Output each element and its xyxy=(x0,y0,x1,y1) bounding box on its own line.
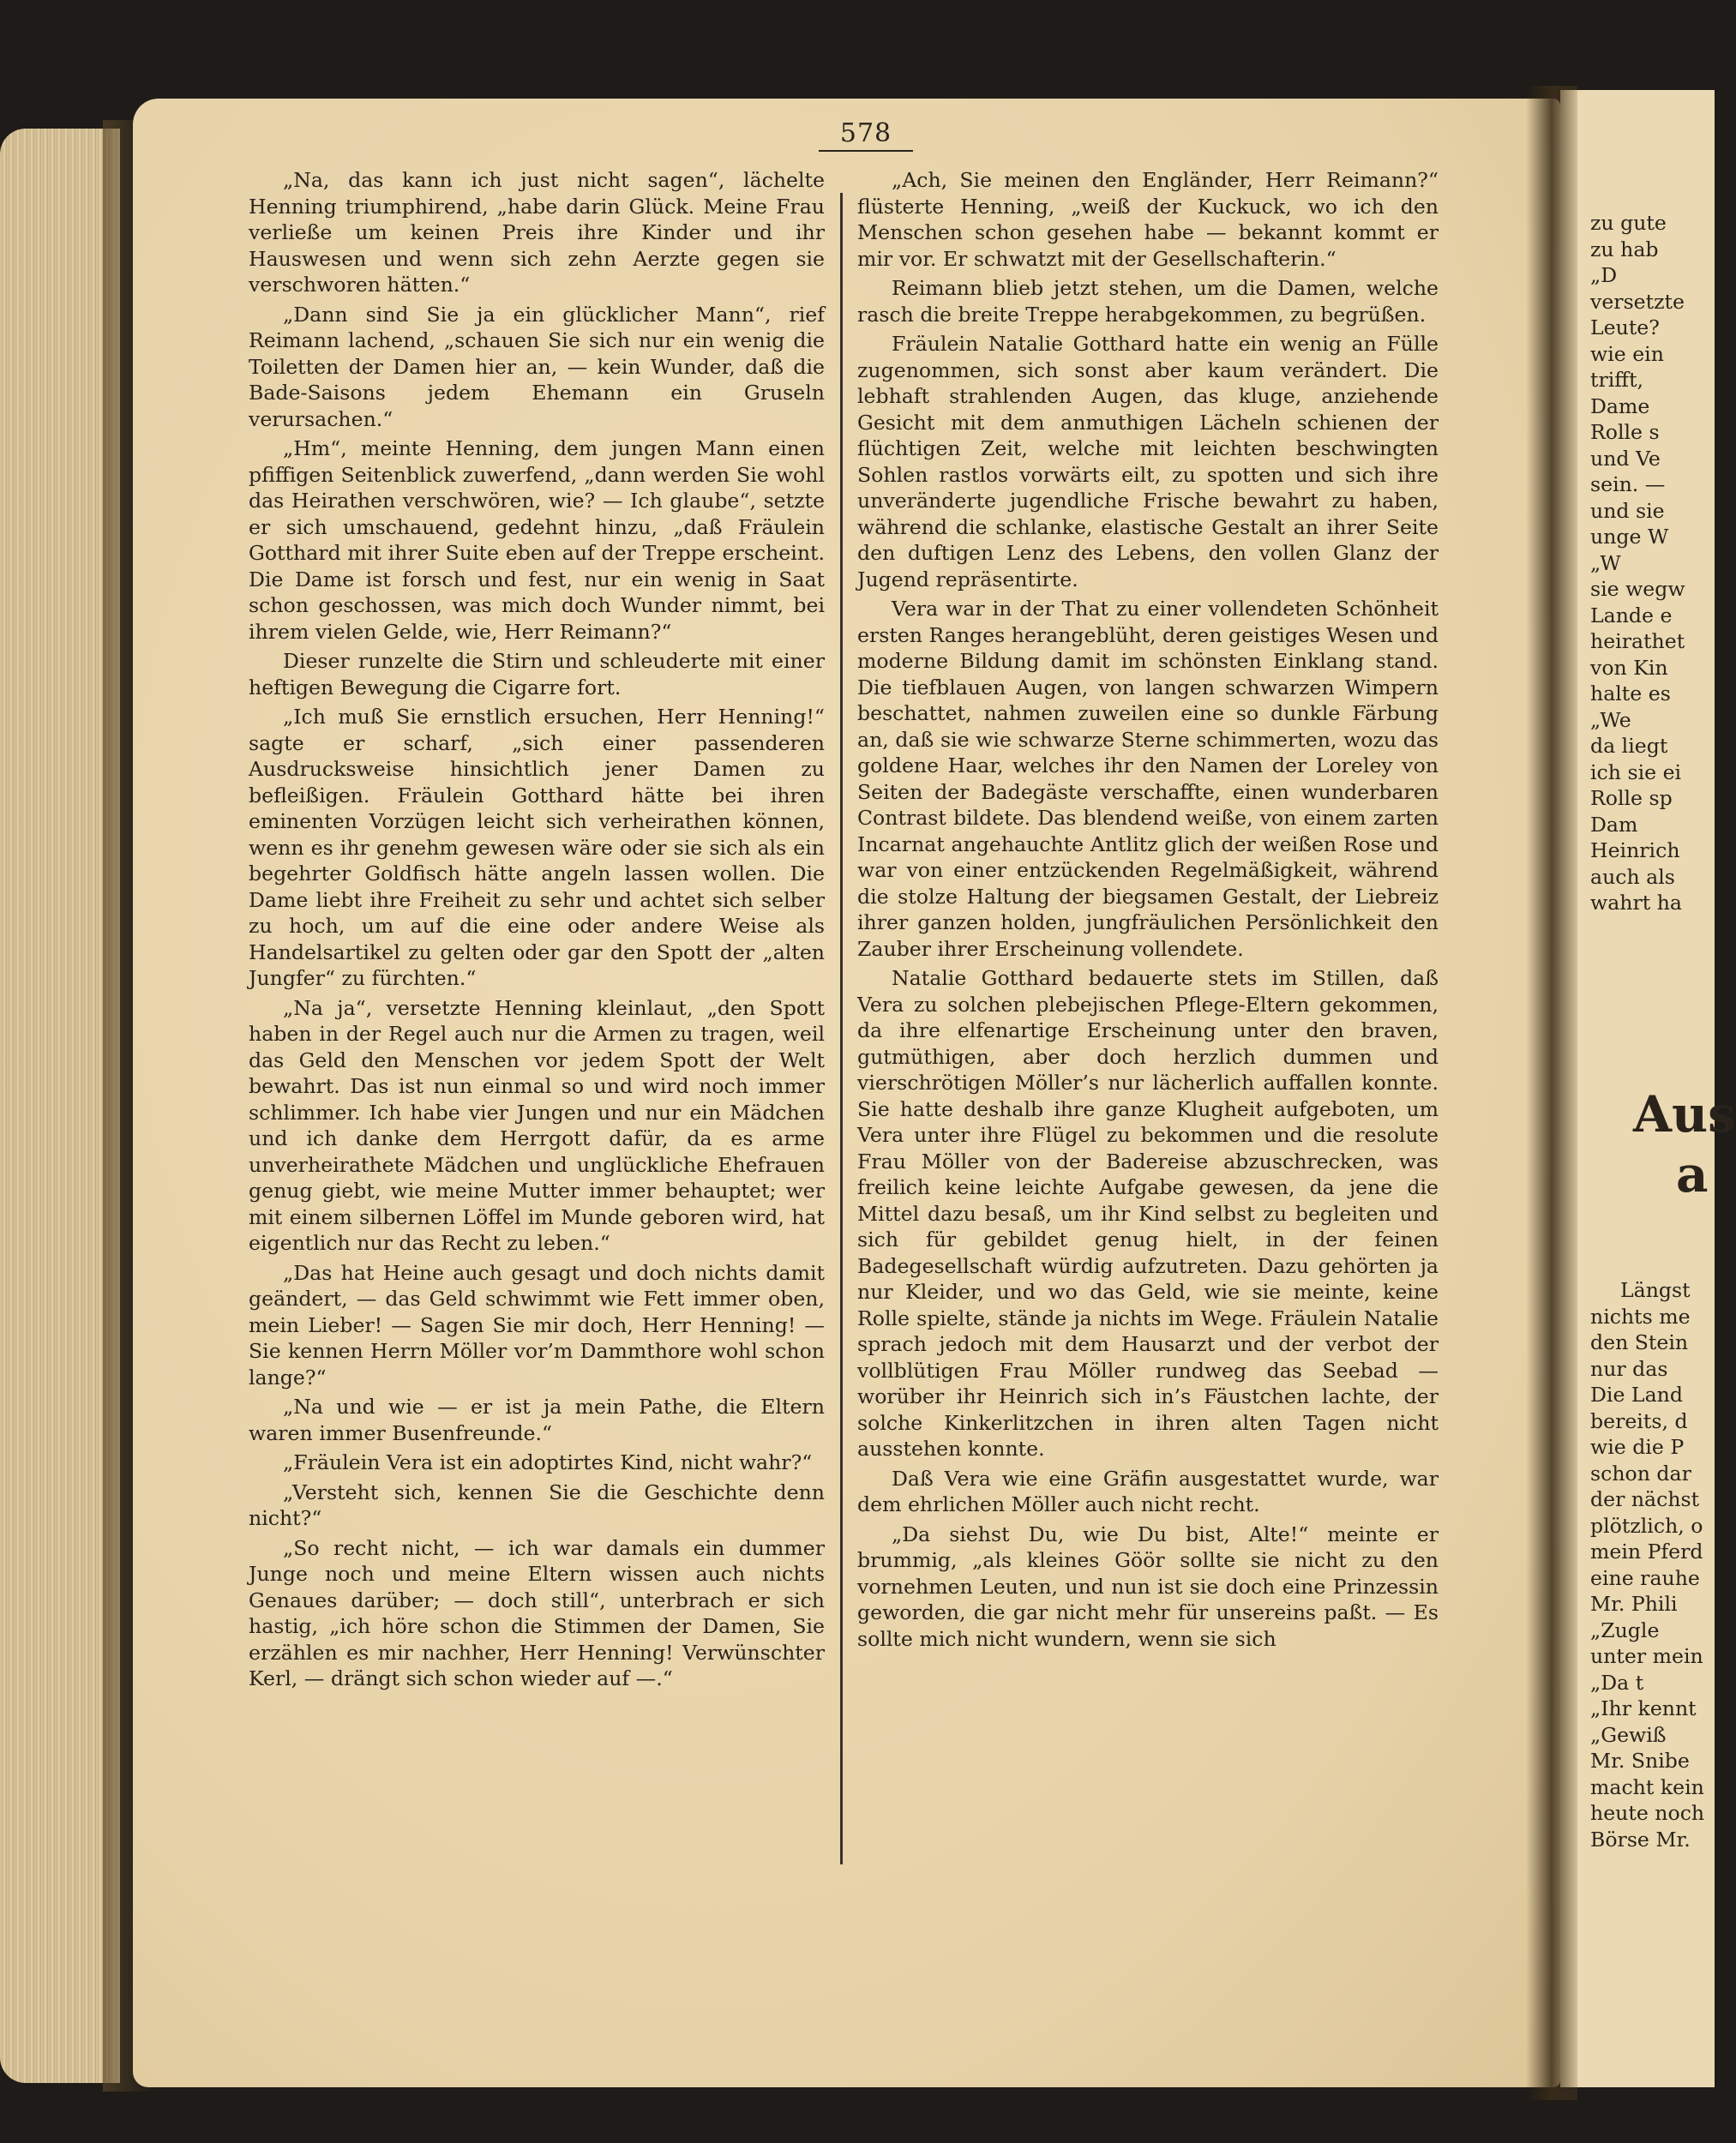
next-page-line: sie wegw xyxy=(1590,577,1685,601)
next-page-line: „W xyxy=(1590,550,1621,575)
next-page-line: nur das xyxy=(1590,1356,1668,1381)
next-page-line: Dam xyxy=(1590,812,1638,837)
next-page-line: auch als xyxy=(1590,864,1675,889)
column-divider xyxy=(840,193,843,1864)
paragraph: „Na und wie — er ist ja mein Pathe, die Eltern waren immer Busenfreunde.“ xyxy=(249,1395,825,1445)
next-page-line: wie ein xyxy=(1590,341,1664,366)
paragraph: Daß Vera wie eine Gräfin ausgestattet wurde, war dem ehrlichen Möller auch nicht recht. xyxy=(857,1466,1439,1516)
paragraph: „Na ja“, versetzte Henning kleinlaut, „den Spott haben in der Regel auch nur die Armen zu tragen, weil das Geld den Menschen vor jedem Spott der Welt bewahrt. Das ist nun einmal so und wird noch immer schlimmer. Ich habe vier Jungen und nur ein Mädchen und ich danke dem Herrgott dafür, da es arme unverheirathete Mädchen und unglückliche Ehefrauen genug giebt, wie meine Mutter immer behauptet; wer mit einem silbernen Löffel im Munde geboren wird, hat eigentlich nur das Recht zu leben.“ xyxy=(249,995,825,1255)
paragraph: Fräulein Natalie Gotthard hatte ein wenig an Fülle zugenommen, sich sonst aber kaum verändert. Die lebhaft strahlenden Augen, das kluge, anziehende Gesicht mit dem anmuthigen Lächeln schienen der flüchtigen Zeit, welche mit leichten beschwingten Sohlen rastlos vorwärts eilt, zu spotten und sich ihre unveränderte jugendliche Frische bewahrt zu haben, während die schlanke, elastische Gestalt an ihrer Seite den duftigen Lenz des Lebens, den vollen Glanz der Jugend repräsentirte. xyxy=(857,332,1439,591)
paragraph: Dieser runzelte die Stirn und schleuderte mit einer heftigen Bewegung die Cigarre fort. xyxy=(249,649,825,699)
next-page-line: und Ve xyxy=(1590,446,1661,471)
next-page-line: „D xyxy=(1590,263,1618,287)
next-page-line: Mr. Snibe xyxy=(1590,1749,1690,1773)
paragraph: „Na, das kann ich just nicht sagen“, lächelte Henning triumphirend, „habe darin Glück. Meine Frau verließe um keinen Preis ihre Kinder und ihr Hauswesen und wenn sich zehn Aerzte gegen sie verschworen hätten.“ xyxy=(249,168,825,297)
next-page-line: heirathet xyxy=(1590,629,1685,653)
next-page-line: Die Land xyxy=(1590,1383,1683,1407)
next-page-text-top xyxy=(1590,210,1719,916)
next-page-line: plötzlich, o xyxy=(1590,1513,1703,1538)
paragraph: „Da siehst Du, wie Du bist, Alte!“ meinte er brummig, „als kleines Göör sollte sie nicht zu den vornehmen Leuten, und nun ist sie doch eine Prinzessin geworden, die gar nicht mehr für unsereins paßt. — Es sollte mich nicht wundern, wenn sie sich xyxy=(857,1522,1439,1651)
paragraph: „Dann sind Sie ja ein glücklicher Mann“, rief Reimann lachend, „schauen Sie sich nur ein wenig die Toiletten der Damen hier an, — kein Wunder, daß die Bade-Saisons jedem Ehemann ein Gruseln verursachen.“ xyxy=(249,302,825,431)
paragraph: „Ich muß Sie ernstlich ersuchen, Herr Henning!“ sagte er scharf, „sich einer passenderen Ausdrucksweise hinsichtlich jener Damen zu befleißigen. Fräulein Gotthard hätte bei ihren eminenten Vorzügen leicht sich verheirathen können, wenn es ihr genehm gewesen wäre oder sie sich als ein begehrter Goldfisch hätte angeln lassen wollen. Die Dame liebt ihre Freiheit zu sehr und achtet sich selber zu hoch, um auf die eine oder andere Weise als Handelsartikel zu gelten oder gar den Spott der „alten Jungfer“ zu fürchten.“ xyxy=(249,705,825,990)
right-text-column xyxy=(857,167,1439,1655)
paragraph: „Fräulein Vera ist ein adoptirtes Kind, nicht wahr?“ xyxy=(283,1450,813,1474)
next-page-line: ich sie ei xyxy=(1590,759,1682,784)
next-page-line: und sie xyxy=(1590,498,1665,523)
paragraph: „Ach, Sie meinen den Engländer, Herr Reimann?“ flüsterte Henning, „weiß der Kuckuck, wo ich den Menschen schon gesehen habe — bekannt kommt er mir vor. Er schwatzt mit der Gesellschafterin.“ xyxy=(857,168,1439,271)
next-page-line: Lande e xyxy=(1590,603,1673,627)
book-gutter xyxy=(1526,86,1577,2100)
book-page-edges xyxy=(0,129,120,2083)
next-page-line: Rolle sp xyxy=(1590,786,1673,810)
next-page-line: zu gute xyxy=(1590,211,1667,235)
next-page-line: trifft, xyxy=(1590,368,1644,392)
next-page-line: eine rauhe xyxy=(1590,1565,1700,1590)
next-page-line: wie die P xyxy=(1590,1435,1685,1459)
page-number: 578 xyxy=(819,118,913,152)
next-page-line: zu hab xyxy=(1590,237,1659,261)
next-page-line: wahrt ha xyxy=(1590,891,1682,915)
next-page-line: „Zugle xyxy=(1590,1618,1660,1642)
next-page-line: halte es xyxy=(1590,681,1671,705)
paragraph: Reimann blieb jetzt stehen, um die Damen, welche rasch die breite Treppe herabgekommen, zu begrüßen. xyxy=(857,276,1439,327)
next-page-line: der nächst xyxy=(1590,1487,1700,1511)
next-page-line: „Ihr kennt xyxy=(1590,1696,1697,1720)
next-page-line: „Da t xyxy=(1590,1670,1644,1695)
next-page-line: Längst xyxy=(1620,1278,1691,1302)
paragraph: Vera war in der That zu einer vollendeten Schönheit ersten Ranges herangeblüht, deren geistiges Wesen und moderne Bildung damit im schönsten Einklang stand. Die tiefblauen Augen, von langen schwarzen Wimpern beschattet, nahmen zuweilen eine so dunkle Färbung an, daß sie wie schwarze Sterne schimmerten, wozu das goldene Haar, welches ihr den Namen der Loreley von Seiten der Badegäste verschaffte, einen wunderbaren Contrast bildete. Das blendend weiße, von einem zarten Incarnat angehauchte Antlitz glich der weißen Rose und war von einer entzückenden Regelmäßigkeit, während die stolze Haltung der biegsamen Gestalt, der Liebreiz ihrer ganzen holden, jungfräulichen Persönlichkeit den Zauber ihrer Erscheinung vollendete. xyxy=(857,597,1439,961)
left-text-column xyxy=(249,167,825,1696)
next-page-heading-line: Aus xyxy=(1633,1085,1736,1144)
paragraph: „Hm“, meinte Henning, dem jungen Mann einen pfiffigen Seitenblick zuwerfend, „dann werden Sie wohl das Heirathen verschwören, wie? — Ich glaube“, setzte er sich umschauend, gedehnt hinzu, „daß Fräulein Gotthard mit ihrer Suite eben auf der Treppe erscheint. Die Dame ist forsch und fest, nur ein wenig in Saat schon geschossen, was mich doch Wunder nimmt, bei ihrem vielen Gelde, wie, Herr Reimann?“ xyxy=(249,436,825,644)
next-page-line: „Gewiß xyxy=(1590,1722,1667,1747)
next-page-line: macht kein xyxy=(1590,1774,1704,1799)
next-page-line: schon dar xyxy=(1590,1461,1691,1486)
next-page-heading xyxy=(1633,1084,1736,1204)
next-page-line: unter mein xyxy=(1590,1644,1703,1668)
next-page-line: „We xyxy=(1590,707,1631,732)
paragraph: „So recht nicht, — ich war damals ein dummer Junge noch und meine Eltern wissen auch nichts Genaues darüber; — doch still“, unterbrach er sich hastig, „ich höre schon die Stimmen der Damen, Sie erzählen es mir nachher, Herr Henning! Verwünschter Kerl, — drängt sich schon wieder auf —.“ xyxy=(249,1535,825,1690)
next-page-line: unge W xyxy=(1590,525,1669,549)
paragraph: Natalie Gotthard bedauerte stets im Stillen, daß Vera zu solchen plebejischen Pflege-Eltern gekommen, da ihre elfenartige Erscheinung unter den braven, gutmüthigen, aber doch herzlich dummen und vierschrötigen Möller’s nur lächerlich auffallen konnte. Sie hatte deshalb ihre ganze Klugheit aufgeboten, um Vera unter ihre Flügel zu bekommen und die resolute Frau Möller von der Badereise abzuschrecken, was freilich keine leichte Aufgabe gewesen, da jene die Mittel dazu besaß, um ihr Kind selbst zu begleiten und sich für gebildet genug hielt, in der feinen Badegesellschaft würdig aufzutreten. Dazu gehörten ja nur Kleider, und wo das Geld, wie sie meinte, keine Rolle spielte, stände ja nichts im Wege. Fräulein Natalie sprach jedoch mit dem Hausarzt und der verbot der vollblütigen Frau Möller rundweg das Seebad — worüber ihr Heinrich sich in’s Fäustchen lachte, der solche Kinkerlitzchen in ihren alten Tagen nicht ausstehen konnte. xyxy=(857,966,1439,1461)
next-page-line: sein. — xyxy=(1590,472,1666,496)
paragraph: „Das hat Heine auch gesagt und doch nichts damit geändert, — das Geld schwimmt wie Fett immer oben, mein Lieber! — Sagen Sie mir doch, Herr Henning! — Sie kennen Herrn Möller vor’m Dammthore wohl schon lange?“ xyxy=(249,1260,825,1390)
next-page-line: mein Pferd xyxy=(1590,1540,1703,1564)
next-page-heading-line: a xyxy=(1676,1145,1709,1204)
next-page-line: versetzte xyxy=(1590,289,1685,314)
next-page-line: Börse Mr. xyxy=(1590,1827,1691,1852)
next-page-line: Mr. Phili xyxy=(1590,1592,1678,1616)
paragraph: „Versteht sich, kennen Sie die Geschichte denn nicht?“ xyxy=(249,1480,825,1530)
next-page-line: Rolle s xyxy=(1590,420,1660,444)
next-page-line: bereits, d xyxy=(1590,1408,1688,1433)
next-page-line: den Stein xyxy=(1590,1330,1689,1354)
next-page-line: Leute? xyxy=(1590,315,1660,339)
next-page-text-bottom xyxy=(1590,1277,1719,1852)
next-page-line: da liegt xyxy=(1590,734,1668,758)
next-page-line: Heinrich xyxy=(1590,838,1680,862)
next-page-line: heute noch xyxy=(1590,1801,1705,1825)
next-page-line: von Kin xyxy=(1590,655,1668,680)
next-page-line: Dame xyxy=(1590,393,1650,418)
next-page-line: nichts me xyxy=(1590,1304,1691,1329)
